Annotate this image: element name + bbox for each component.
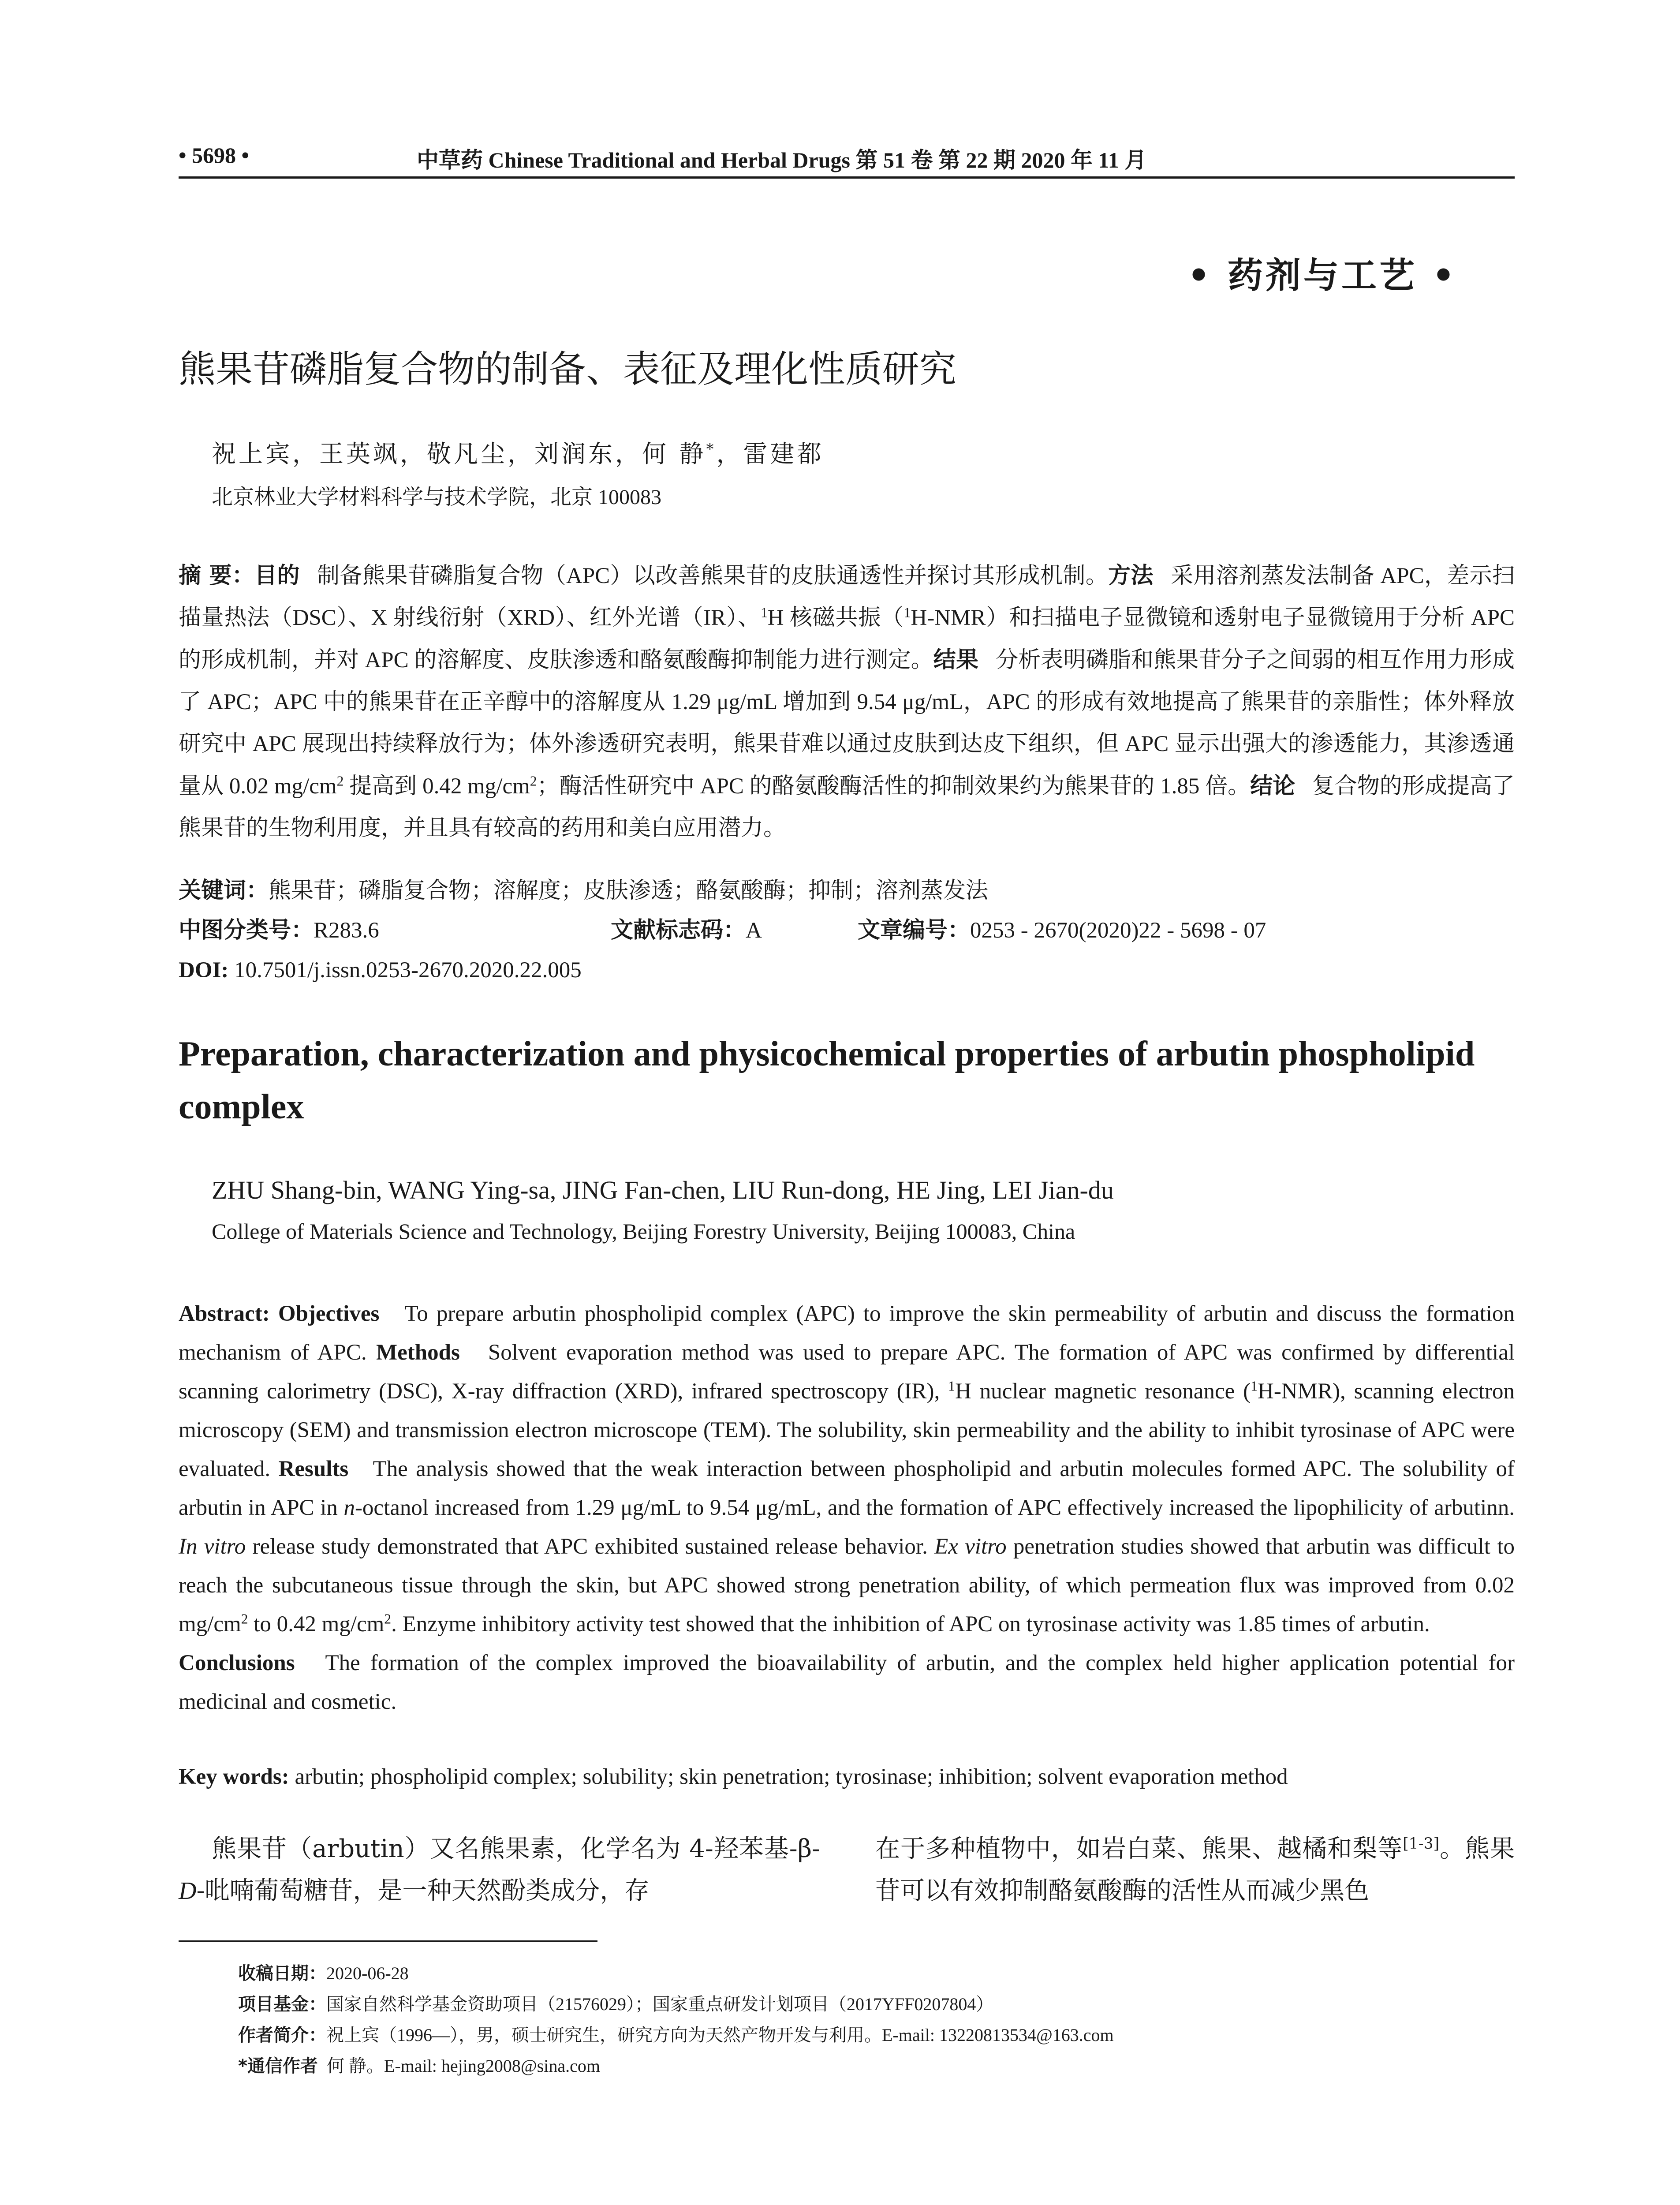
superscript: 1 [948,1378,955,1394]
methods-label: 方法 [1108,563,1154,589]
keywords-text: 熊果苷；磷脂复合物；溶解度；皮肤渗透；酪氨酸酶；抑制；溶剂蒸发法 [269,878,989,903]
doccode-label: 文献标志码： [611,917,746,943]
en-methods-label: Methods [376,1340,460,1365]
en-methods-text-c: H-NMR), scanning electron microscopy (SEM) and transmission electron microscope (TEM). The solubility, skin permeability and the ability to inhibit tyrosinase of APC were evaluated. [179,1379,1515,1481]
english-abstract [179,1294,1515,1721]
italic-term: D [179,1877,197,1905]
running-header [179,139,1515,179]
citation-ref[interactable]: [1-3] [1403,1835,1440,1853]
en-abstract-label: Abstract: Objectives [179,1301,380,1326]
en-results-text-e: to 0.42 mg/cm [248,1612,385,1637]
english-authors: ZHU Shang-bin, WANG Ying-sa, JING Fan-chen, LIU Run-dong, HE Jing, LEI Jian-du [212,1176,1114,1204]
en-conclusions-label: Conclusions [179,1651,295,1675]
methods-text-b: H 核磁共振（ [767,605,904,630]
results-label: 结果 [933,647,979,673]
fund-label: 项目基金： [238,1994,326,2014]
en-keywords-label: Key words: [179,1764,289,1789]
article-number-label: 文章编号： [858,917,971,943]
fund-text: 国家自然科学基金资助项目（21576029）；国家重点研发计划项目（2017YFF0207804） [326,1994,994,2014]
chinese-authors-text: 祝上宾，王英飒，敬凡尘，刘润东，何 静 [212,440,706,468]
superscript: 2 [530,773,537,789]
en-results-text-a: The analysis showed that the weak interaction between phospholipid and arbutin molecules formed APC. The solubility of arbutin in APC in [179,1457,1515,1520]
classification-line [179,911,1266,950]
methods-text-a: 采用溶剂蒸发法制备 APC，差示扫描量热法（DSC）、X 射线衍射（XRD）、红外光谱（IR）、 [179,564,1515,630]
corresponding-mark: * [706,440,717,458]
abstract-label: 摘 要： [179,563,255,589]
chinese-affiliation: 北京林业大学材料科学与技术学院，北京 100083 [212,486,662,509]
chinese-keywords [179,871,988,911]
results-text-c: ；酶活性研究中 APC 的酪氨酸酶活性的抑制效果约为熊果苷的 1.85 倍。 [537,774,1251,799]
chinese-title: 熊果苷磷脂复合物的制备、表征及理化性质研究 [179,348,957,391]
english-title: Preparation, characterization and physicochemical properties of arbutin phospholipid complex [179,1035,1475,1126]
doi-line [179,950,582,990]
conclusion-text: 复合物的形成提高了熊果苷的生物利用度，并且具有较高的药用和美白应用潜力。 [179,774,1515,841]
body-left-text-b: -吡喃葡萄糖苷，是一种天然酚类成分，存 [196,1876,650,1905]
author-text: 祝上宾（1996—），男，硕士研究生，研究方向为天然产物开发与利用。E-mail: 13220813534@163.com [326,2025,1114,2045]
objective-label: 目的 [254,563,300,589]
footnote-corresponding [238,2051,600,2082]
header-rule [179,176,1515,179]
en-methods-text-a: Solvent evaporation method was used to prepare APC. The formation of APC was confirmed by differential scanning calorimetry (DSC), X-ray diffraction (XRD), infrared spectroscopy (IR), [179,1340,1515,1404]
body-column-left [179,1828,820,1912]
body-right-text-a: 在于多种植物中，如岩白菜、熊果、越橘和梨等 [875,1835,1403,1863]
en-conclusions-text: The formation of the complex improved the bioavailability of arbutin, and the complex held higher application potential for medicinal and cosmetic. [179,1651,1515,1714]
en-results-label: Results [278,1457,349,1481]
chinese-authors [212,434,824,469]
en-results-text-c: release study demonstrated that APC exhibited sustained release behavior. [246,1534,935,1559]
body-left-text-a: 熊果苷（arbutin）又名熊果素，化学名为 4-羟苯基-β- [212,1835,821,1863]
en-methods-text-b: H nuclear magnetic resonance ( [955,1379,1251,1404]
superscript: 2 [336,773,344,789]
section-label: • 药剂与工艺 • [1187,254,1457,296]
body-column-right [875,1828,1515,1912]
superscript: 2 [241,1611,248,1627]
received-date: 2020-06-28 [326,1963,409,1983]
footnote-funding [238,1989,993,2020]
doccode-value: A [746,918,762,943]
english-keywords [179,1764,1288,1790]
italic-term: In vitro [179,1534,246,1559]
doi-label: DOI: [179,958,229,983]
superscript: 2 [384,1611,392,1627]
footnote-received [238,1958,409,1989]
corr-label: *通信作者 [238,2056,318,2076]
superscript: 1 [760,605,768,620]
english-affiliation: College of Materials Science and Technology, Beijing Forestry University, Beijing 100083, China [212,1219,1075,1244]
doi-link[interactable]: 10.7501/j.issn.0253-2670.2020.22.005 [234,958,582,983]
article-number-value: 0253 - 2670(2020)22 - 5698 - 07 [970,918,1266,943]
journal-name: 中草药 Chinese Traditional and Herbal Drugs 第 51 卷 第 22 期 2020 年 11 月 [417,148,1147,172]
en-keywords-text: arbutin; phospholipid complex; solubility; skin penetration; tyrosinase; inhibition; solvent evaporation method [295,1764,1288,1789]
chinese-authors-tail: ，雷建都 [716,440,824,468]
en-results-text-f: . Enzyme inhibitory activity test showed that the inhibition of APC on tyrosinase activity was 1.85 times of arbutin. [391,1612,1430,1637]
author-label: 作者简介： [238,2025,326,2045]
en-results-text-b: -octanol increased from 1.29 μg/mL to 9.54 μg/mL, and the formation of APC effectively increased the lipophilicity of arbutinn. [355,1495,1515,1520]
footnote-rule [179,1940,597,1942]
received-label: 收稿日期： [238,1963,326,1984]
page-number: • 5698 • [179,143,250,168]
methods-text-c: H-NMR）和扫描电子显微镜和透射电子显微镜用于分析 APC 的形成机制，并对 APC 的溶解度、皮肤渗透和酪氨酸酶抑制能力进行测定。 [179,605,1515,673]
corr-text: 何 静。E-mail: hejing2008@sina.com [326,2056,600,2076]
body-right-text-b: 。熊果苷可以有效抑制酪氨酸酶的活性从而减少黑色 [875,1835,1515,1905]
class-label: 中图分类号： [179,917,314,943]
conclusion-label: 结论 [1250,773,1295,799]
class-value: R283.6 [314,918,379,943]
objective-text: 制备熊果苷磷脂复合物（APC）以改善熊果苷的皮肤通透性并探讨其形成机制。 [317,564,1109,588]
en-objective-text: To prepare arbutin phospholipid complex (APC) to improve the skin permeability of arbutin and discuss the formation mechanism of APC. [179,1301,1515,1365]
superscript: 1 [903,605,911,620]
superscript: 1 [1251,1378,1258,1394]
results-text-a: 分析表明磷脂和熊果苷分子之间弱的相互作用力形成了 APC；APC 中的熊果苷在正辛醇中的溶解度从 1.29 μg/mL 增加到 9.54 μg/mL，APC 的形成有效地提高了熊果苷的亲脂性；体外释放研究中 APC 展现出持续释放行为；体外渗透研究表明，熊果苷难以通过皮肤到达皮下组织，但 APC 显示出强大的渗透能力，其渗透通量从 0.02 mg/cm [179,648,1515,799]
en-results-text-d: penetration studies showed that arbutin was difficult to reach the subcutaneous tissue through the skin, but APC showed strong penetration ability, of which permeation flux was improved from 0.02 mg/cm [179,1534,1515,1637]
chinese-abstract [179,555,1515,849]
italic-term: n [343,1495,355,1520]
keywords-label: 关键词： [179,878,269,904]
results-text-b: 提高到 0.42 mg/cm [343,774,530,799]
italic-term: Ex vitro [934,1534,1007,1559]
footnote-author [238,2020,1114,2051]
